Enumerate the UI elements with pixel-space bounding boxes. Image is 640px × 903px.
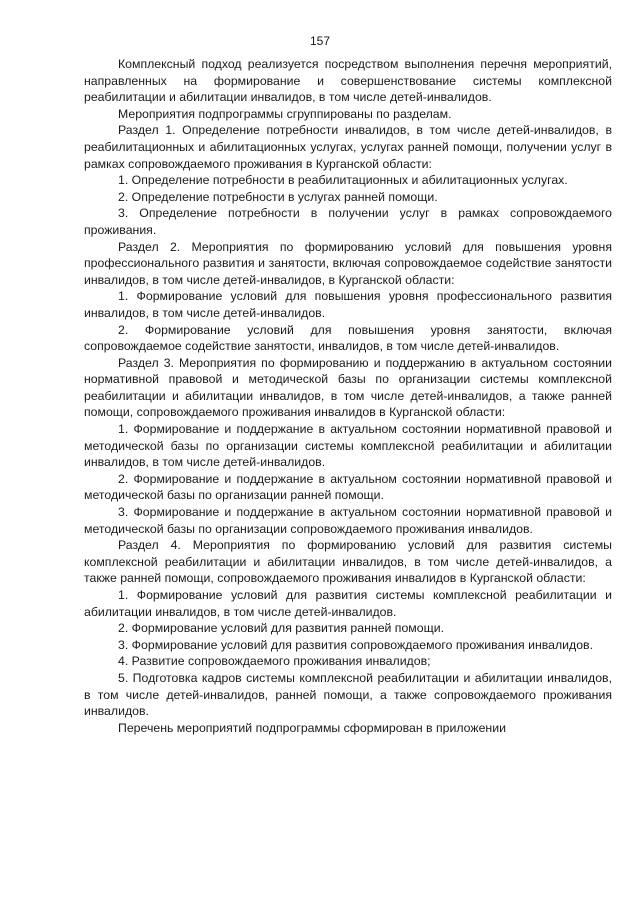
paragraph-sections-note: Мероприятия подпрограммы сгруппированы по разделам.	[118, 106, 452, 121]
section-4-item-5: 5. Подготовка кадров системы комплексной реабилитации и абилитации инвалидов, в том числе детей-инвалидов, ранней помощи, а также сопровождаемого проживания инвалидов.	[84, 670, 612, 719]
section-1-item-3: 3. Определение потребности в получении услуг в рамках сопровождаемого проживания.	[84, 206, 612, 237]
section-3-item-3: 3. Формирование и поддержание в актуальном состоянии нормативной правовой и методической базы по организации сопровождаемого проживания инвалидов.	[84, 505, 612, 536]
section-2-item-2: 2. Формирование условий для повышения уровня занятости, включая сопровождаемое содействие занятости, инвалидов, в том числе детей-инвалидов.	[84, 322, 612, 354]
section-3-item-2: 2. Формирование и поддержание в актуальном состоянии нормативной правовой и методической базы по организации ранней помощи.	[84, 471, 612, 503]
section-4-item-1: 1. Формирование условий для развития системы комплексной реабилитации и абилитации инвалидов, в том числе детей-инвалидов.	[84, 588, 612, 619]
document-body	[84, 56, 612, 736]
page-number: 157	[309, 34, 331, 48]
section-1-item-2: 2. Определение потребности в услугах ранней помощи.	[118, 189, 438, 204]
section-4-item-2: 2. Формирование условий для развития ранней помощи.	[118, 621, 445, 636]
section-1-heading: Раздел 1. Определение потребности инвалидов, в том числе детей-инвалидов, в реабилитационных и абилитационных услугах, услугах ранней помощи, получении услуг в рамках сопровождаемого проживания в Курганской области:	[84, 123, 612, 171]
section-2-heading: Раздел 2. Мероприятия по формированию условий для повышения уровня профессионального развития и занятости, включая сопровождаемое содействие занятости инвалидов, в том числе детей-инвалидов, в Курганской области:	[84, 239, 612, 287]
section-4-heading: Раздел 4. Мероприятия по формированию условий для развития системы комплексной реабилитации и абилитации инвалидов, в том числе детей-инвалидов, а также ранней помощи, сопровождаемого проживания инвалидов в Курганской области:	[84, 538, 612, 586]
section-4-item-4: 4. Развитие сопровождаемого проживания инвалидов;	[118, 654, 431, 669]
section-3-heading: Раздел 3. Мероприятия по формированию и поддержанию в актуальном состоянии нормативной правовой и методической базы по организации системы комплексной реабилитации и абилитации инвалидов, в том числе детей-инвалидов, а также ранней помощи, сопровождаемого проживания инвалидов в Курганской области:	[84, 355, 612, 420]
paragraph-closing: Перечень мероприятий подпрограммы сформирован в приложении	[118, 720, 506, 735]
paragraph-intro: Комплексный подход реализуется посредством выполнения перечня мероприятий, направленных на формирование и совершенствование системы комплексной реабилитации и абилитации инвалидов, в том числе детей-инвалидов.	[84, 57, 612, 105]
section-1-item-1: 1. Определение потребности в реабилитационных и абилитационных услугах.	[118, 173, 568, 188]
section-3-item-1: 1. Формирование и поддержание в актуальном состоянии нормативной правовой и методической базы по организации системы комплексной реабилитации и абилитации инвалидов, в том числе детей-инвалидов.	[84, 422, 612, 470]
section-4-item-3: 3. Формирование условий для развития сопровождаемого проживания инвалидов.	[118, 637, 593, 652]
section-2-item-1: 1. Формирование условий для повышения уровня профессионального развития инвалидов, в том числе детей-инвалидов.	[84, 289, 612, 320]
